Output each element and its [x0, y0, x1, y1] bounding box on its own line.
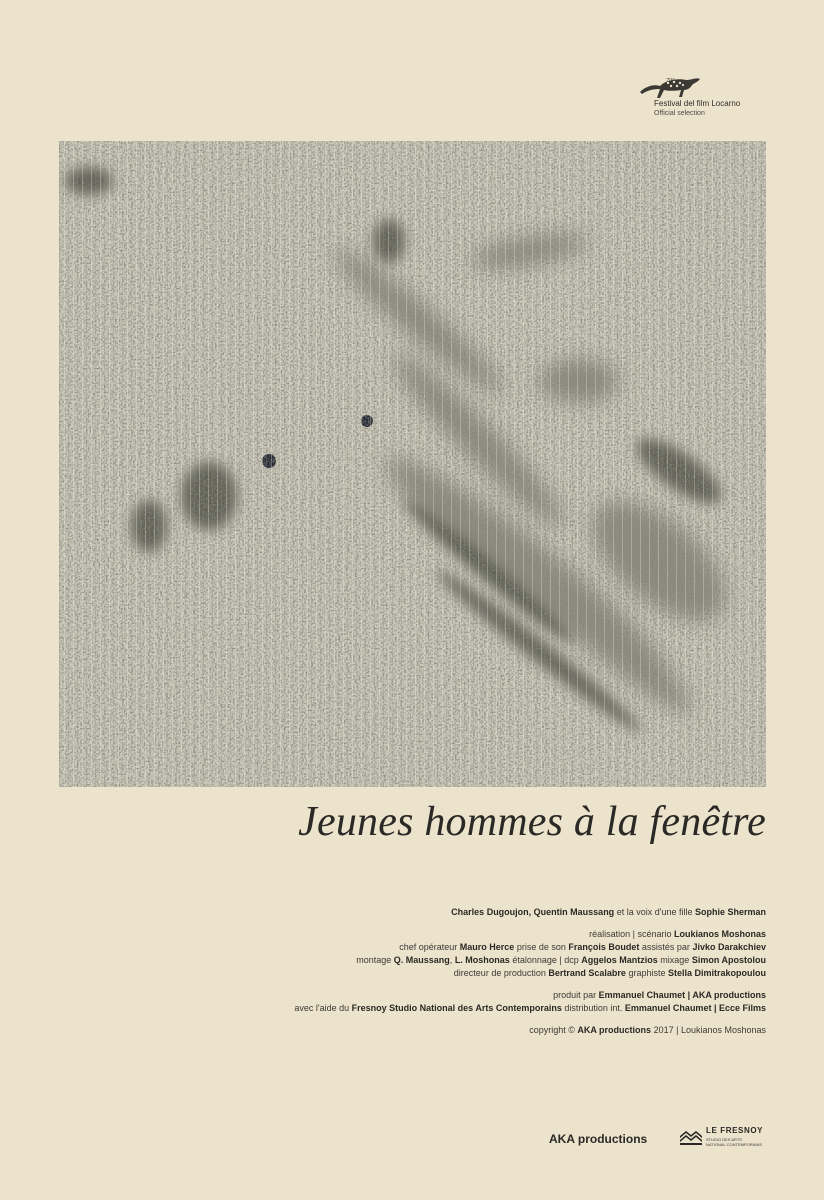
cast-voice: Sophie Sherman	[694, 907, 766, 917]
credits-camera	[206, 941, 766, 954]
credit-role: produit par	[553, 990, 597, 1000]
credit-role: graphiste	[628, 968, 666, 978]
credits-copyright	[206, 1024, 766, 1037]
fresnoy-name: LE FRESNOY	[706, 1126, 764, 1135]
cast-connector: et la voix d'une fille	[616, 907, 693, 917]
credit-name: François Boudet	[568, 942, 640, 952]
credit-separator: ,	[449, 955, 453, 965]
festival-laurel	[636, 74, 786, 117]
credit-name: Stella Dimitrakopoulou	[667, 968, 766, 978]
credit-name: L. Moshonas	[454, 955, 510, 965]
credit-name: Simon Apostolou	[691, 955, 766, 965]
credit-role: distribution int.	[564, 1003, 623, 1013]
credits-edit	[206, 954, 766, 967]
credit-role: directeur de production	[453, 968, 546, 978]
film-title: Jeunes hommes à la fenêtre	[298, 799, 766, 845]
film-still-image	[59, 141, 766, 787]
le-fresnoy-logo	[680, 1126, 780, 1152]
credits-cast	[206, 906, 766, 919]
credit-role: réalisation | scénario	[589, 929, 672, 939]
credit-role: avec l'aide du	[294, 1003, 350, 1013]
copyright-suffix: 2017 | Loukianos Moshonas	[653, 1025, 766, 1035]
credit-name: Q. Maussang	[393, 955, 450, 965]
credit-name: Loukianos Moshonas	[673, 929, 766, 939]
credit-name: Fresnoy Studio National des Arts Contemporains	[351, 1003, 562, 1013]
credit-name: Mauro Herce	[459, 942, 515, 952]
fresnoy-subtitle: STUDIO DES ARTS NATIONAL CONTEMPORAINS	[706, 1137, 763, 1147]
credit-role: mixage	[660, 955, 690, 965]
aka-productions-logo: AKA productions	[549, 1132, 648, 1146]
credit-name: Emmanuel Chaumet | AKA productions	[598, 990, 766, 1000]
credit-name: Jivko Darakchiev	[692, 942, 766, 952]
credits-production	[206, 967, 766, 980]
credit-role: assistés par	[641, 942, 690, 952]
cast-names: Charles Dugoujon, Quentin Maussang	[451, 907, 615, 917]
fresnoy-roof-icon	[680, 1130, 702, 1146]
copyright-prefix: copyright ©	[529, 1025, 575, 1035]
festival-selection: Official selection	[654, 110, 705, 117]
credit-role: chef opérateur	[399, 942, 458, 952]
credits-producer	[206, 989, 766, 1002]
festival-edition: 70°	[666, 78, 675, 84]
credits-support	[206, 1002, 766, 1015]
credit-name: Bertrand Scalabre	[548, 968, 626, 978]
credit-role: étalonnage | dcp	[512, 955, 579, 965]
credit-role: montage	[356, 955, 392, 965]
credits-direction	[206, 928, 766, 941]
credits-block	[206, 906, 766, 1037]
credit-role: prise de son	[516, 942, 566, 952]
copyright-holder: AKA productions	[577, 1025, 652, 1035]
production-logos	[540, 1124, 780, 1154]
festival-name: Festival del film Locarno	[654, 99, 741, 108]
credit-name: Aggelos Mantzios	[581, 955, 658, 965]
credit-name: Emmanuel Chaumet | Ecce Films	[624, 1003, 766, 1013]
